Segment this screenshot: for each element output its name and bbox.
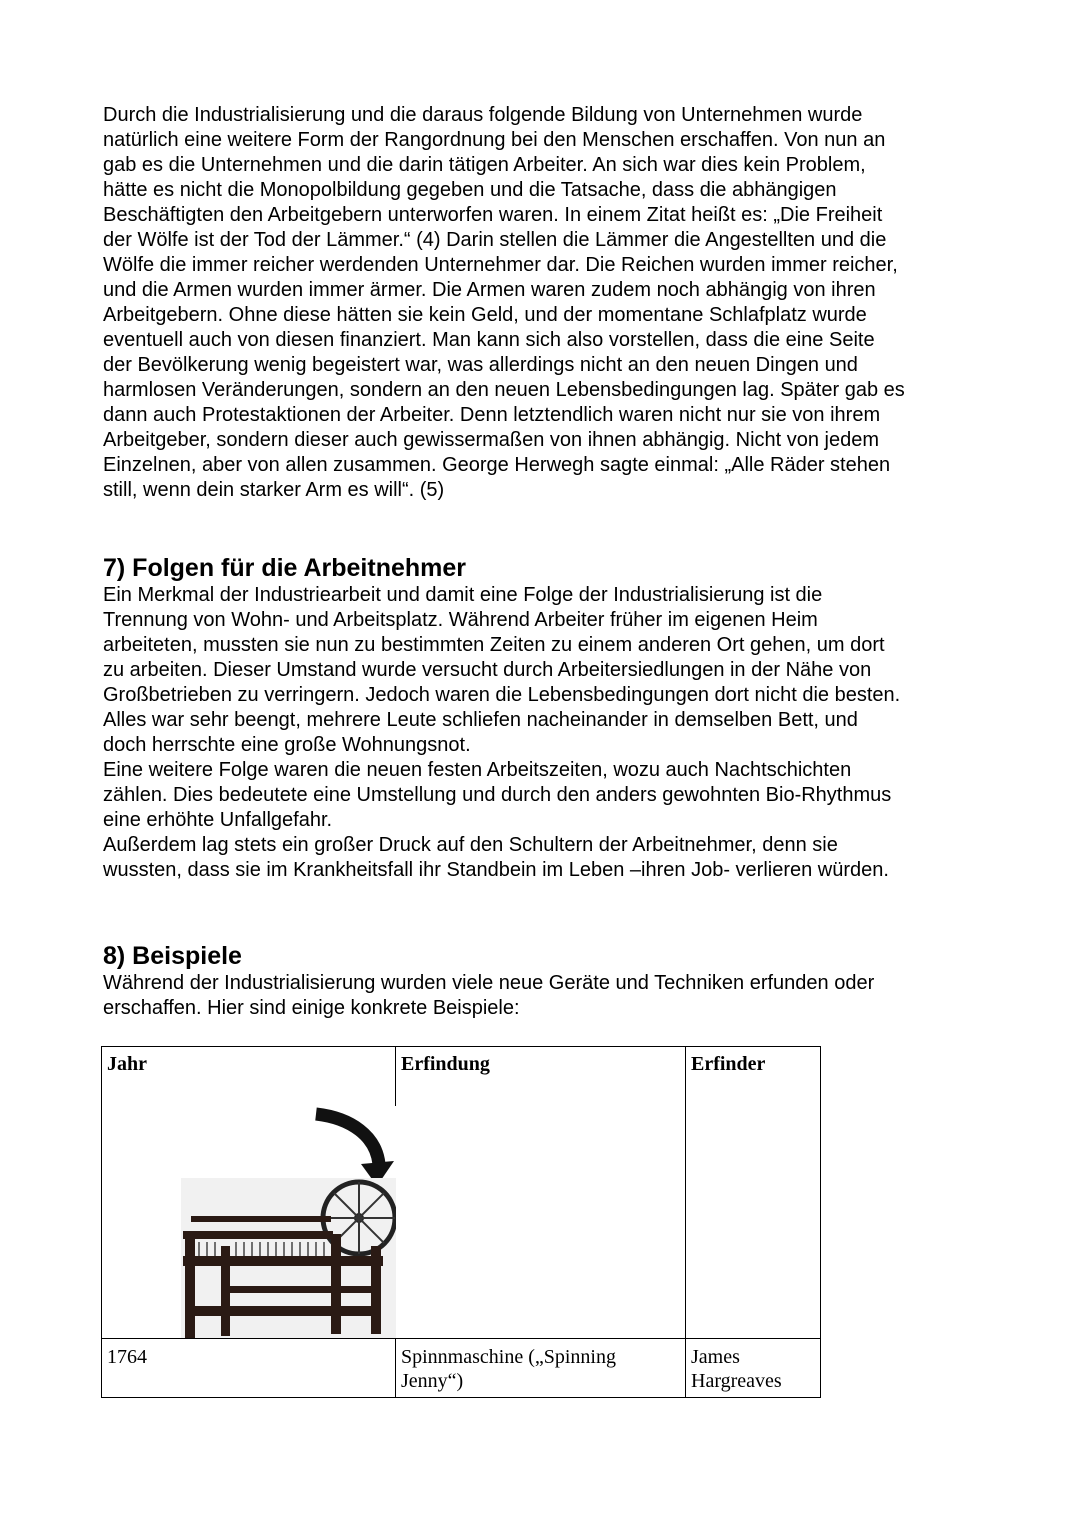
curved-arrow-icon [316, 1114, 379, 1164]
text-line: Während der Industrialisierung wurden viele neue Geräte und Techniken erfunden oder [103, 972, 875, 994]
header-label: Jahr [107, 1053, 147, 1075]
text-line: Durch die Industrialisierung und die daraus folgende Bildung von Unternehmen wurde [103, 104, 863, 126]
text-line: Arbeitgebern. Ohne diese hätten sie kein Geld, und der momentane Schlafplatz wurde [103, 304, 867, 326]
text-line: und die Armen wurden immer ärmer. Die Armen waren zudem noch abhängig von ihren [103, 279, 876, 301]
table-cell-invention [395, 1338, 686, 1398]
text-line: Ein Merkmal der Industriearbeit und damit eine Folge der Industrialisierung ist die [103, 584, 823, 606]
section-8-heading: 8) Beispiele [103, 942, 242, 970]
text-line: wussten, dass sie im Krankheitsfall ihr Standbein im Leben –ihren Job- verlieren würden. [103, 859, 889, 881]
text-line: zu arbeiten. Dieser Umstand wurde versucht durch Arbeitersiedlungen in der Nähe von [103, 659, 872, 681]
intro-paragraph [103, 103, 905, 503]
text-line: Außerdem lag stets ein großer Druck auf den Schultern der Arbeitnehmer, denn sie [103, 834, 838, 856]
text-line: dann auch Protestaktionen der Arbeiter. Denn letztendlich waren nicht nur sie von ihrem [103, 404, 881, 426]
inventions-table [101, 1046, 821, 1398]
text-line: eventuell auch von diesen finanziert. Man kann sich also vorstellen, dass die eine Seite [103, 329, 875, 351]
text-line: gab es die Unternehmen und die darin tätigen Arbeiter. An sich war dies kein Problem, [103, 154, 866, 176]
text-line: Wölfe die immer reicher werdenden Unternehmer dar. Die Reichen wurden immer reicher, [103, 254, 898, 276]
text-line: Eine weitere Folge waren die neuen festen Arbeitszeiten, wozu auch Nachtschichten [103, 759, 852, 781]
text-line: hätte es nicht die Monopolbildung gegeben und die Tatsache, dass die abhängigen [103, 179, 837, 201]
spinning-jenny-illustration [181, 1106, 396, 1338]
text-line: eine erhöhte Unfallgefahr. [103, 809, 333, 831]
header-label: Erfinder [691, 1053, 766, 1075]
text-line: der Bevölkerung wenig begeistert war, was allerdings nicht an den neuen Dingen und [103, 354, 858, 376]
text-line: arbeiteten, mussten sie nun zu bestimmten Zeiten zu einem anderen Ort gehen, um dort [103, 634, 885, 656]
year-value: 1764 [107, 1346, 147, 1368]
invention-line: Jenny“) [401, 1370, 464, 1392]
text-line: natürlich eine weitere Form der Rangordnung bei den Menschen erschaffen. Von nun an [103, 129, 886, 151]
text-line: zählen. Dies bedeutete eine Umstellung und durch den anders gewohnten Bio-Rhythmus [103, 784, 892, 806]
text-line: Trennung von Wohn- und Arbeitsplatz. Während Arbeiter früher im eigenen Heim [103, 609, 818, 631]
table-header-erfindung [395, 1046, 686, 1106]
text-line: Arbeitgeber, sondern dieser auch gewissermaßen von ihnen abhängig. Nicht von jedem [103, 429, 880, 451]
text-line: Alles war sehr beengt, mehrere Leute schliefen nacheinander in demselben Bett, und [103, 709, 858, 731]
inventor-line: James [691, 1346, 740, 1368]
section-7-paragraph [103, 583, 900, 883]
header-label: Erfindung [401, 1053, 490, 1075]
text-line: still, wenn dein starker Arm es will“. (5) [103, 479, 445, 501]
text-line: Großbetrieben zu verringern. Jedoch waren die Lebensbedingungen dort nicht die besten. [103, 684, 901, 706]
table-cell-year [101, 1338, 395, 1398]
invention-line: Spinnmaschine („Spinning [401, 1346, 616, 1368]
section-7-heading: 7) Folgen für die Arbeitnehmer [103, 554, 467, 582]
text-line: harmlosen Veränderungen, sondern an den neuen Lebensbedingungen lag. Später gab es [103, 379, 905, 401]
text-line: doch herrschte eine große Wohnungsnot. [103, 734, 471, 756]
text-line: Beschäftigten den Arbeitgebern unterworfen waren. In einem Zitat heißt es: „Die Freiheit [103, 204, 883, 226]
section-8-paragraph [103, 971, 874, 1021]
table-header-erfinder [685, 1046, 821, 1339]
inventor-line: Hargreaves [691, 1370, 782, 1392]
text-line: der Wölfe ist der Tod der Lämmer.“ (4) Darin stellen die Lämmer die Angestellten und die [103, 229, 887, 251]
table-cell-inventor [685, 1338, 821, 1398]
text-line: erschaffen. Hier sind einige konkrete Beispiele: [103, 997, 520, 1019]
text-line: Einzelnen, aber von allen zusammen. George Herwegh sagte einmal: „Alle Räder stehen [103, 454, 891, 476]
